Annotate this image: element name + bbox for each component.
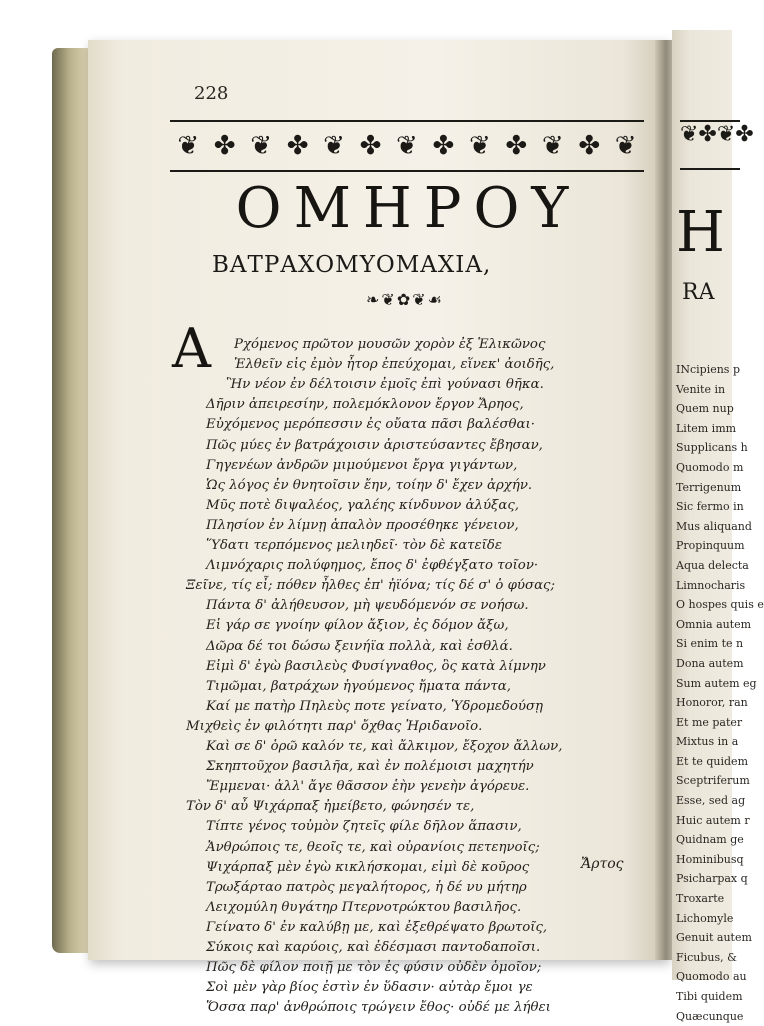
ornament-icon: ❦ <box>541 131 564 161</box>
right-page-line: Huic autem r <box>676 813 750 827</box>
verse-line: Εὐχόμενος μερόπεσσιν ἐς οὔατα πᾶσι βαλέσθαι· <box>206 417 535 433</box>
verse-line: Τρωξάρταο πατρὸς μεγαλήτορος, ἡ δέ νυ μήτηρ <box>206 879 527 895</box>
right-page-line: Sceptriferum <box>676 774 750 788</box>
right-page-line: Litem imm <box>676 421 737 435</box>
right-page-line: Dona autem <box>676 656 744 670</box>
right-page-line: Tibi quidem <box>676 990 743 1003</box>
right-page-line: Si enim te n <box>676 637 744 651</box>
verse-line: Καί με πατὴρ Πηλεὺς ποτε γείνατο, Ὑδρομεδούσῃ <box>206 698 544 714</box>
verse-line: Πάντα δ' ἀλήθευσον, μὴ ψευδόμενόν σε νοήσω. <box>206 598 529 614</box>
right-page-line: Hominibusq <box>676 852 744 866</box>
ornament-icon: ✤ <box>505 131 528 161</box>
verse-line: Εἰ γάρ σε γνοίην φίλον ἄξιον, ἐς δόμον ἄξω, <box>206 618 509 634</box>
right-page-line: O hospes quis e <box>676 598 764 612</box>
right-page-line: Venite in <box>676 382 726 396</box>
verse-line: Λειχομύλη θυγάτηρ Πτερνοτρώκτου βασιλῆος. <box>206 899 522 915</box>
right-page-line: Limnocharis <box>676 578 746 592</box>
right-page-line: Honoror, ran <box>676 696 748 710</box>
right-page-line: Quem nup <box>676 402 734 416</box>
right-page-line: Lichomyle <box>676 911 734 925</box>
right-title-fragment: H <box>676 200 725 265</box>
ornament-icon: ❦ <box>323 131 345 161</box>
verse-line: Ψιχάρπαξ μὲν ἐγὼ κικλήσκομαι, εἰμὶ δὲ κοῦρος <box>206 859 530 875</box>
verse-line: Ὡς λόγος ἐν θνητοῖσιν ἔην, τοίην δ' ἔχεν ἀρχήν. <box>206 477 533 493</box>
verse-line: Σύκοις καὶ καρύοις, καὶ ἐδέσμασι παντοδαποῖσι. <box>206 940 541 955</box>
right-page-line: Quomodo m <box>676 460 744 474</box>
right-ornament-band: ❦✤❦✤ <box>680 120 740 170</box>
verse-line: Τὸν δ' αὖ Ψιχάρπαξ ἠμείβετο, φώνησέν τε, <box>186 799 475 815</box>
verse-line: Ἀνθρώποις τε, θεοῖς τε, καὶ οὐρανίοις πετεηνοῖς; <box>206 839 540 855</box>
right-page-line: Omnia autem <box>676 617 752 631</box>
ornament-icon: ✤ <box>432 131 455 161</box>
ornament-icon: ✤ <box>359 131 382 161</box>
verse-line: Λιμνόχαρις πολύφημος, ἔπος δ' ἐφθέγξατο τοῖον· <box>206 558 539 574</box>
verse-line: Ἔμμεναι· ἀλλ' ἄγε θᾶσσον ἑὴν γενεὴν ἀγόρευε. <box>206 779 530 795</box>
right-page-line: Terrigenum <box>676 480 742 494</box>
ornament-band <box>170 120 644 172</box>
verse-line: Μῦς ποτὲ διψαλέος, γαλέης κίνδυνον ἀλύξας, <box>206 497 520 513</box>
right-page-line: Psicharpax q <box>676 872 748 886</box>
verse-line: Πῶς μύες ἐν βατράχοισιν ἀριστεύσαντες ἔβησαν, <box>206 437 543 453</box>
right-page-line: Mus aliquand <box>676 519 752 533</box>
right-page-line: Et me pater <box>676 715 743 729</box>
verse-line: Ὕδατι τερπόμενος μελιηδεῖ· τὸν δὲ κατεῖδε <box>206 538 503 553</box>
verse-line: Δῶρα δέ τοι δώσω ξεινήϊα πολλὰ, καὶ ἐσθλά. <box>206 638 513 654</box>
right-page-line: Supplicans h <box>676 441 748 455</box>
ornament-icon: ❦ <box>614 131 637 161</box>
right-page <box>672 30 764 1023</box>
right-page-lines <box>676 360 764 1026</box>
right-page-line: Aqua delecta <box>676 558 749 572</box>
verse-line: Τίπτε γένος τοὐμὸν ζητεῖς φίλε δῆλον ἅπασιν, <box>206 819 522 835</box>
verse-line: Ἐλθεῖν εἰς ἐμὸν ἦτορ ἐπεύχομαι, εἵνεκ' ἀοιδῆς, <box>234 357 555 373</box>
right-subtitle-fragment: RA <box>682 280 715 305</box>
right-page-line: Genuit autem <box>676 931 752 945</box>
right-page-line: Mixtus in a <box>676 735 739 749</box>
right-page-line: Sum autem eg <box>676 676 757 690</box>
verse-line: Γηγενέων ἀνδρῶν μιμούμενοι ἔργα γιγάντων, <box>206 457 518 473</box>
right-page-line: Quæcunque <box>676 1009 744 1023</box>
right-page-line: Ficubus, & <box>676 950 737 964</box>
fleuron-icon: ❧❦✿❦☙ <box>366 290 444 309</box>
verse-line: Ξεῖνε, τίς εἶ; πόθεν ἦλθες ἐπ' ἠϊόνα; τίς δέ σ' ὁ φύσας; <box>186 578 555 594</box>
catchword: Ἄρτος <box>581 856 624 872</box>
ornament-icon: ❦ <box>177 131 200 161</box>
verse-line: Μιχθεὶς ἐν φιλότητι παρ' ὄχθας Ἠριδανοῖο. <box>186 718 483 734</box>
right-page-line: Propinquum <box>676 539 745 553</box>
verse-line: Τιμῶμαι, βατράχων ἡγούμενος ἤματα πάντα, <box>206 678 511 694</box>
verse-line: Ρχόμενος πρῶτον μουσῶν χορὸν ἐξ Ἑλικῶνος <box>234 337 546 352</box>
right-page-line: INcipiens p <box>676 363 740 376</box>
ornament-icon: ❦ <box>468 131 491 161</box>
verse-line: Σκηπτοῦχον βασιλῆα, καὶ ἐν πολέμοισι μαχητήν <box>206 759 534 775</box>
right-page-line: Esse, sed ag <box>676 794 746 808</box>
page-number: 228 <box>194 83 229 104</box>
ornament-icon: ✤ <box>286 131 309 161</box>
verse-line: Γείνατο δ' ἐν καλύβῃ με, καὶ ἐξεθρέψατο βρωτοῖς, <box>206 919 548 935</box>
verse-line: Δῆριν ἀπειρεσίην, πολεμόκλονον ἔργον Ἄρηος, <box>206 397 524 413</box>
ornament-icon: ❦ <box>250 131 273 161</box>
right-page-line: Troxarte <box>676 892 725 906</box>
verse-line: Πλησίον ἐν λίμνῃ ἁπαλὸν προσέθηκε γένειον, <box>206 517 519 533</box>
verse-line: Σοὶ μὲν γὰρ βίος ἐστὶν ἐν ὕδασιν· αὐτὰρ ἔμοι γε <box>206 980 533 996</box>
verse-line: Καὶ σε δ' ὁρῶ καλόν τε, καὶ ἄλκιμον, ἔξοχον ἄλλων, <box>206 739 563 754</box>
verse-line: Πῶς δὲ φίλον ποιῇ με τὸν ἐς φύσιν οὐδὲν ὁμοῖον; <box>206 960 542 976</box>
right-page-line: Et te quidem <box>676 754 748 768</box>
ornament-icon: ✤ <box>578 131 601 161</box>
right-page-line: Quomodo au <box>676 970 747 984</box>
subtitle: ΒΑΤΡΑΧΟΜΥΟΜΑΧΙΑ, <box>212 252 492 278</box>
drop-cap: Α <box>172 317 211 380</box>
right-page-line: Quidnam ge <box>676 833 744 847</box>
right-page-line: Sic fermo in <box>676 500 744 514</box>
verse-line: Εἰμὶ δ' ἐγὼ βασιλεὺς Φυσίγναθος, ὃς κατὰ λίμνην <box>206 658 546 674</box>
ornament-icon: ❦ <box>396 131 418 161</box>
ornament-icon: ✤ <box>213 131 236 161</box>
verse-line: Ὅσσα παρ' ἀνθρώποις τρώγειν ἔθος· οὐδέ με λήθει <box>206 1000 551 1016</box>
verse-line: Ἣν νέον ἐν δέλτοισιν ἐμοῖς ἐπὶ γούνασι θῆκα. <box>226 377 544 393</box>
main-title: ΟΜΗΡΟΥ <box>235 176 581 241</box>
